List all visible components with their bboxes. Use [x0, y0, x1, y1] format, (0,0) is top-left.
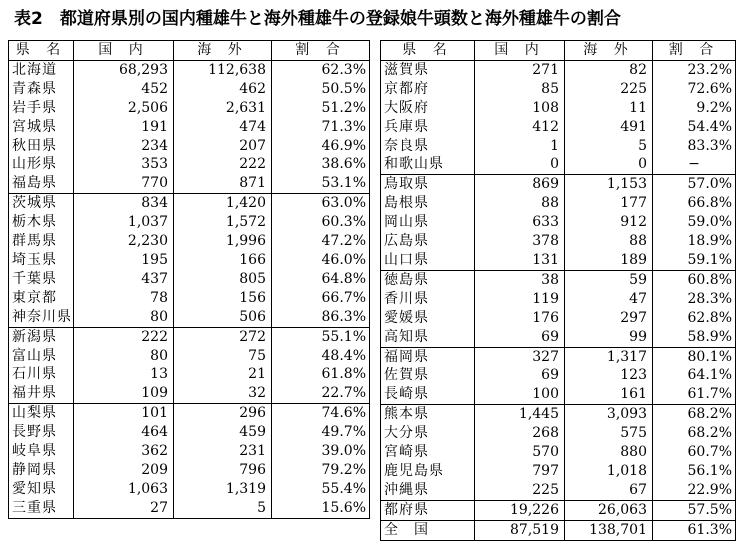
header-name: 県 名 [381, 41, 475, 61]
prefecture-name: 熊本県 [381, 405, 475, 424]
overseas-count: 796 [174, 461, 272, 480]
overseas-ratio: 28.3% [653, 290, 736, 309]
table-row [381, 175, 736, 194]
domestic-count: 119 [475, 290, 565, 309]
prefecture-name: 宮城県 [9, 118, 74, 137]
prefecture-name: 秋田県 [9, 137, 74, 156]
overseas-count: 1,319 [174, 480, 272, 499]
page-title: 表2 都道府県別の国内種雄牛と海外種雄牛の登録娘牛頭数と海外種雄牛の割合 [14, 9, 621, 29]
domestic-count: 80 [74, 347, 174, 366]
overseas-ratio: 62.3% [272, 60, 370, 79]
domestic-count: 222 [74, 327, 174, 346]
overseas-ratio: 54.4% [653, 118, 736, 137]
overseas-count: 166 [174, 251, 272, 270]
prefecture-name: 岐阜県 [9, 442, 74, 461]
table-row [9, 384, 370, 403]
header-row [9, 41, 370, 61]
table-row [381, 80, 736, 99]
overseas-ratio: 63.0% [272, 194, 370, 213]
prefecture-name: 山口県 [381, 251, 475, 270]
domestic-count: 176 [475, 309, 565, 328]
overseas-count: 225 [565, 80, 653, 99]
table-row [9, 155, 370, 174]
table-row [9, 423, 370, 442]
header-row [381, 41, 736, 61]
domestic-count: 69 [475, 328, 565, 347]
domestic-count: 191 [74, 118, 174, 137]
prefecture-name: 新潟県 [9, 327, 74, 346]
table-row [9, 404, 370, 423]
table-row [381, 194, 736, 213]
table-row [9, 80, 370, 99]
prefecture-name: 和歌山県 [381, 155, 475, 174]
prefecture-name: 長崎県 [381, 385, 475, 404]
prefecture-name: 大分県 [381, 424, 475, 443]
prefecture-name: 宮崎県 [381, 443, 475, 462]
prefecture-name: 石川県 [9, 365, 74, 384]
overseas-count: 156 [174, 289, 272, 308]
domestic-count: 834 [74, 194, 174, 213]
overseas-count: 912 [565, 213, 653, 232]
header-domestic: 国 内 [475, 41, 565, 61]
prefecture-name: 高知県 [381, 328, 475, 347]
table-row [9, 60, 370, 79]
table-row [9, 174, 370, 193]
overseas-count: 177 [565, 194, 653, 213]
overseas-ratio: 53.1% [272, 174, 370, 193]
overseas-count: 231 [174, 442, 272, 461]
domestic-count: 2,506 [74, 99, 174, 118]
overseas-count: 1,317 [565, 347, 653, 366]
prefecture-name: 山梨県 [9, 404, 74, 423]
table-row [381, 99, 736, 118]
prefecture-name: 富山県 [9, 347, 74, 366]
table-row [9, 213, 370, 232]
overseas-count: 491 [565, 118, 653, 137]
prefecture-name: 沖縄県 [381, 481, 475, 500]
domestic-count: 268 [475, 424, 565, 443]
table-row [381, 405, 736, 424]
overseas-count: 459 [174, 423, 272, 442]
prefecture-name: 福島県 [9, 174, 74, 193]
overseas-ratio: 39.0% [272, 442, 370, 461]
overseas-ratio: 59.0% [653, 213, 736, 232]
domestic-count: 0 [475, 155, 565, 174]
table-row [381, 481, 736, 500]
overseas-count: 32 [174, 384, 272, 403]
prefecture-name: 東京都 [9, 289, 74, 308]
overseas-ratio: 72.6% [653, 80, 736, 99]
prefecture-name: 埼玉県 [9, 251, 74, 270]
overseas-ratio: 61.8% [272, 365, 370, 384]
table-row [9, 289, 370, 308]
overseas-count: 88 [565, 232, 653, 251]
overseas-ratio: 83.3% [653, 137, 736, 156]
overseas-ratio: 60.8% [653, 270, 736, 289]
table-row [381, 290, 736, 309]
prefecture-name: 大阪府 [381, 99, 475, 118]
left-table [8, 40, 370, 519]
domestic-count: 452 [74, 80, 174, 99]
table-row [381, 309, 736, 328]
prefecture-name: 愛知県 [9, 480, 74, 499]
overseas-count: 82 [565, 60, 653, 79]
prefecture-name: 千葉県 [9, 270, 74, 289]
overseas-count: 189 [565, 251, 653, 270]
overseas-ratio: 50.5% [272, 80, 370, 99]
domestic-count: 27 [74, 499, 174, 518]
table-row [381, 500, 736, 520]
table-row [9, 194, 370, 213]
table-row [381, 347, 736, 366]
prefecture-name: 島根県 [381, 194, 475, 213]
overseas-ratio: 15.6% [272, 499, 370, 518]
overseas-count: 21 [174, 365, 272, 384]
table-row [9, 347, 370, 366]
domestic-count: 101 [74, 404, 174, 423]
prefecture-name: 神奈川県 [9, 308, 74, 327]
overseas-count: 506 [174, 308, 272, 327]
prefecture-name: 奈良県 [381, 137, 475, 156]
overseas-ratio: 22.9% [653, 481, 736, 500]
domestic-count: 869 [475, 175, 565, 194]
table-row [381, 251, 736, 270]
overseas-count: 474 [174, 118, 272, 137]
overseas-ratio: 66.7% [272, 289, 370, 308]
prefecture-name: 徳島県 [381, 270, 475, 289]
overseas-count: 75 [174, 347, 272, 366]
prefecture-name: 静岡県 [9, 461, 74, 480]
table-row [9, 232, 370, 251]
table-row [381, 270, 736, 289]
overseas-count: 2,631 [174, 99, 272, 118]
header-ratio: 割 合 [653, 41, 736, 61]
overseas-count: 0 [565, 155, 653, 174]
domestic-count: 234 [74, 137, 174, 156]
table-row [381, 137, 736, 156]
prefecture-name: 福井県 [9, 384, 74, 403]
prefecture-name: 全 国 [381, 520, 475, 540]
overseas-ratio: 61.7% [653, 385, 736, 404]
overseas-count: 123 [565, 366, 653, 385]
overseas-ratio: 49.7% [272, 423, 370, 442]
overseas-ratio: 57.0% [653, 175, 736, 194]
domestic-count: 87,519 [475, 520, 565, 540]
domestic-count: 209 [74, 461, 174, 480]
overseas-count: 297 [565, 309, 653, 328]
prefecture-name: 京都府 [381, 80, 475, 99]
overseas-ratio: 86.3% [272, 308, 370, 327]
header-overseas: 海 外 [565, 41, 653, 61]
overseas-ratio: 64.1% [653, 366, 736, 385]
overseas-ratio: 55.4% [272, 480, 370, 499]
domestic-count: 464 [74, 423, 174, 442]
domestic-count: 131 [475, 251, 565, 270]
table-row [381, 462, 736, 481]
overseas-ratio: − [653, 155, 736, 174]
domestic-count: 78 [74, 289, 174, 308]
header-name: 県 名 [9, 41, 74, 61]
table-row [9, 137, 370, 156]
domestic-count: 1 [475, 137, 565, 156]
overseas-count: 207 [174, 137, 272, 156]
overseas-count: 296 [174, 404, 272, 423]
overseas-ratio: 79.2% [272, 461, 370, 480]
prefecture-name: 佐賀県 [381, 366, 475, 385]
table-row [381, 118, 736, 137]
table-row [381, 443, 736, 462]
prefecture-name: 鳥取県 [381, 175, 475, 194]
overseas-count: 11 [565, 99, 653, 118]
overseas-count: 3,093 [565, 405, 653, 424]
domestic-count: 353 [74, 155, 174, 174]
overseas-count: 99 [565, 328, 653, 347]
table-row [381, 366, 736, 385]
overseas-count: 5 [174, 499, 272, 518]
overseas-ratio: 47.2% [272, 232, 370, 251]
prefecture-name: 長野県 [9, 423, 74, 442]
prefecture-name: 広島県 [381, 232, 475, 251]
prefecture-name: 茨城県 [9, 194, 74, 213]
overseas-ratio: 38.6% [272, 155, 370, 174]
domestic-count: 797 [475, 462, 565, 481]
overseas-count: 1,153 [565, 175, 653, 194]
overseas-count: 805 [174, 270, 272, 289]
overseas-count: 138,701 [565, 520, 653, 540]
domestic-count: 1,037 [74, 213, 174, 232]
overseas-count: 1,420 [174, 194, 272, 213]
table-row [381, 232, 736, 251]
domestic-count: 108 [475, 99, 565, 118]
overseas-count: 222 [174, 155, 272, 174]
domestic-count: 85 [475, 80, 565, 99]
prefecture-name: 栃木県 [9, 213, 74, 232]
domestic-count: 2,230 [74, 232, 174, 251]
domestic-count: 88 [475, 194, 565, 213]
prefecture-name: 三重県 [9, 499, 74, 518]
right-table [380, 40, 736, 541]
overseas-ratio: 80.1% [653, 347, 736, 366]
overseas-count: 67 [565, 481, 653, 500]
prefecture-name: 滋賀県 [381, 60, 475, 79]
overseas-ratio: 64.8% [272, 270, 370, 289]
domestic-count: 100 [475, 385, 565, 404]
table-row [381, 385, 736, 404]
overseas-count: 161 [565, 385, 653, 404]
domestic-count: 1,445 [475, 405, 565, 424]
domestic-count: 225 [475, 481, 565, 500]
domestic-count: 38 [475, 270, 565, 289]
overseas-ratio: 60.3% [272, 213, 370, 232]
prefecture-name: 岩手県 [9, 99, 74, 118]
domestic-count: 69 [475, 366, 565, 385]
domestic-count: 80 [74, 308, 174, 327]
overseas-count: 47 [565, 290, 653, 309]
table-row [381, 424, 736, 443]
prefecture-name: 群馬県 [9, 232, 74, 251]
prefecture-name: 香川県 [381, 290, 475, 309]
domestic-count: 327 [475, 347, 565, 366]
domestic-count: 1,063 [74, 480, 174, 499]
domestic-count: 412 [475, 118, 565, 137]
prefecture-name: 北海道 [9, 60, 74, 79]
overseas-count: 59 [565, 270, 653, 289]
prefecture-name: 都府県 [381, 500, 475, 520]
prefecture-name: 鹿児島県 [381, 462, 475, 481]
domestic-count: 109 [74, 384, 174, 403]
overseas-count: 272 [174, 327, 272, 346]
overseas-count: 462 [174, 80, 272, 99]
overseas-ratio: 48.4% [272, 347, 370, 366]
domestic-count: 770 [74, 174, 174, 193]
table-row [381, 60, 736, 79]
overseas-ratio: 9.2% [653, 99, 736, 118]
overseas-count: 575 [565, 424, 653, 443]
domestic-count: 362 [74, 442, 174, 461]
overseas-ratio: 61.3% [653, 520, 736, 540]
domestic-count: 271 [475, 60, 565, 79]
overseas-ratio: 56.1% [653, 462, 736, 481]
table-row [9, 118, 370, 137]
table-row [381, 155, 736, 174]
overseas-ratio: 68.2% [653, 405, 736, 424]
prefecture-name: 山形県 [9, 155, 74, 174]
overseas-count: 5 [565, 137, 653, 156]
overseas-ratio: 46.9% [272, 137, 370, 156]
overseas-count: 1,018 [565, 462, 653, 481]
overseas-count: 880 [565, 443, 653, 462]
overseas-count: 1,572 [174, 213, 272, 232]
table-row [381, 520, 736, 540]
table-row [9, 251, 370, 270]
domestic-count: 19,226 [475, 500, 565, 520]
header-domestic: 国 内 [74, 41, 174, 61]
domestic-count: 437 [74, 270, 174, 289]
overseas-ratio: 68.2% [653, 424, 736, 443]
table-row [9, 365, 370, 384]
overseas-ratio: 46.0% [272, 251, 370, 270]
header-overseas: 海 外 [174, 41, 272, 61]
table-row [9, 308, 370, 327]
overseas-ratio: 74.6% [272, 404, 370, 423]
table-row [9, 480, 370, 499]
overseas-ratio: 55.1% [272, 327, 370, 346]
overseas-ratio: 66.8% [653, 194, 736, 213]
prefecture-name: 兵庫県 [381, 118, 475, 137]
overseas-ratio: 71.3% [272, 118, 370, 137]
prefecture-name: 青森県 [9, 80, 74, 99]
overseas-ratio: 18.9% [653, 232, 736, 251]
header-ratio: 割 合 [272, 41, 370, 61]
domestic-count: 195 [74, 251, 174, 270]
overseas-ratio: 51.2% [272, 99, 370, 118]
table-row [381, 213, 736, 232]
overseas-count: 112,638 [174, 60, 272, 79]
prefecture-name: 愛媛県 [381, 309, 475, 328]
overseas-ratio: 58.9% [653, 328, 736, 347]
table-row [9, 270, 370, 289]
domestic-count: 570 [475, 443, 565, 462]
table-row [9, 461, 370, 480]
table-row [9, 327, 370, 346]
table-row [381, 328, 736, 347]
table-row [9, 442, 370, 461]
overseas-count: 871 [174, 174, 272, 193]
overseas-ratio: 57.5% [653, 500, 736, 520]
overseas-ratio: 60.7% [653, 443, 736, 462]
prefecture-name: 福岡県 [381, 347, 475, 366]
domestic-count: 68,293 [74, 60, 174, 79]
table-row [9, 499, 370, 518]
prefecture-name: 岡山県 [381, 213, 475, 232]
domestic-count: 378 [475, 232, 565, 251]
overseas-ratio: 23.2% [653, 60, 736, 79]
domestic-count: 13 [74, 365, 174, 384]
overseas-ratio: 22.7% [272, 384, 370, 403]
table-row [9, 99, 370, 118]
overseas-ratio: 62.8% [653, 309, 736, 328]
domestic-count: 633 [475, 213, 565, 232]
overseas-count: 1,996 [174, 232, 272, 251]
overseas-count: 26,063 [565, 500, 653, 520]
overseas-ratio: 59.1% [653, 251, 736, 270]
